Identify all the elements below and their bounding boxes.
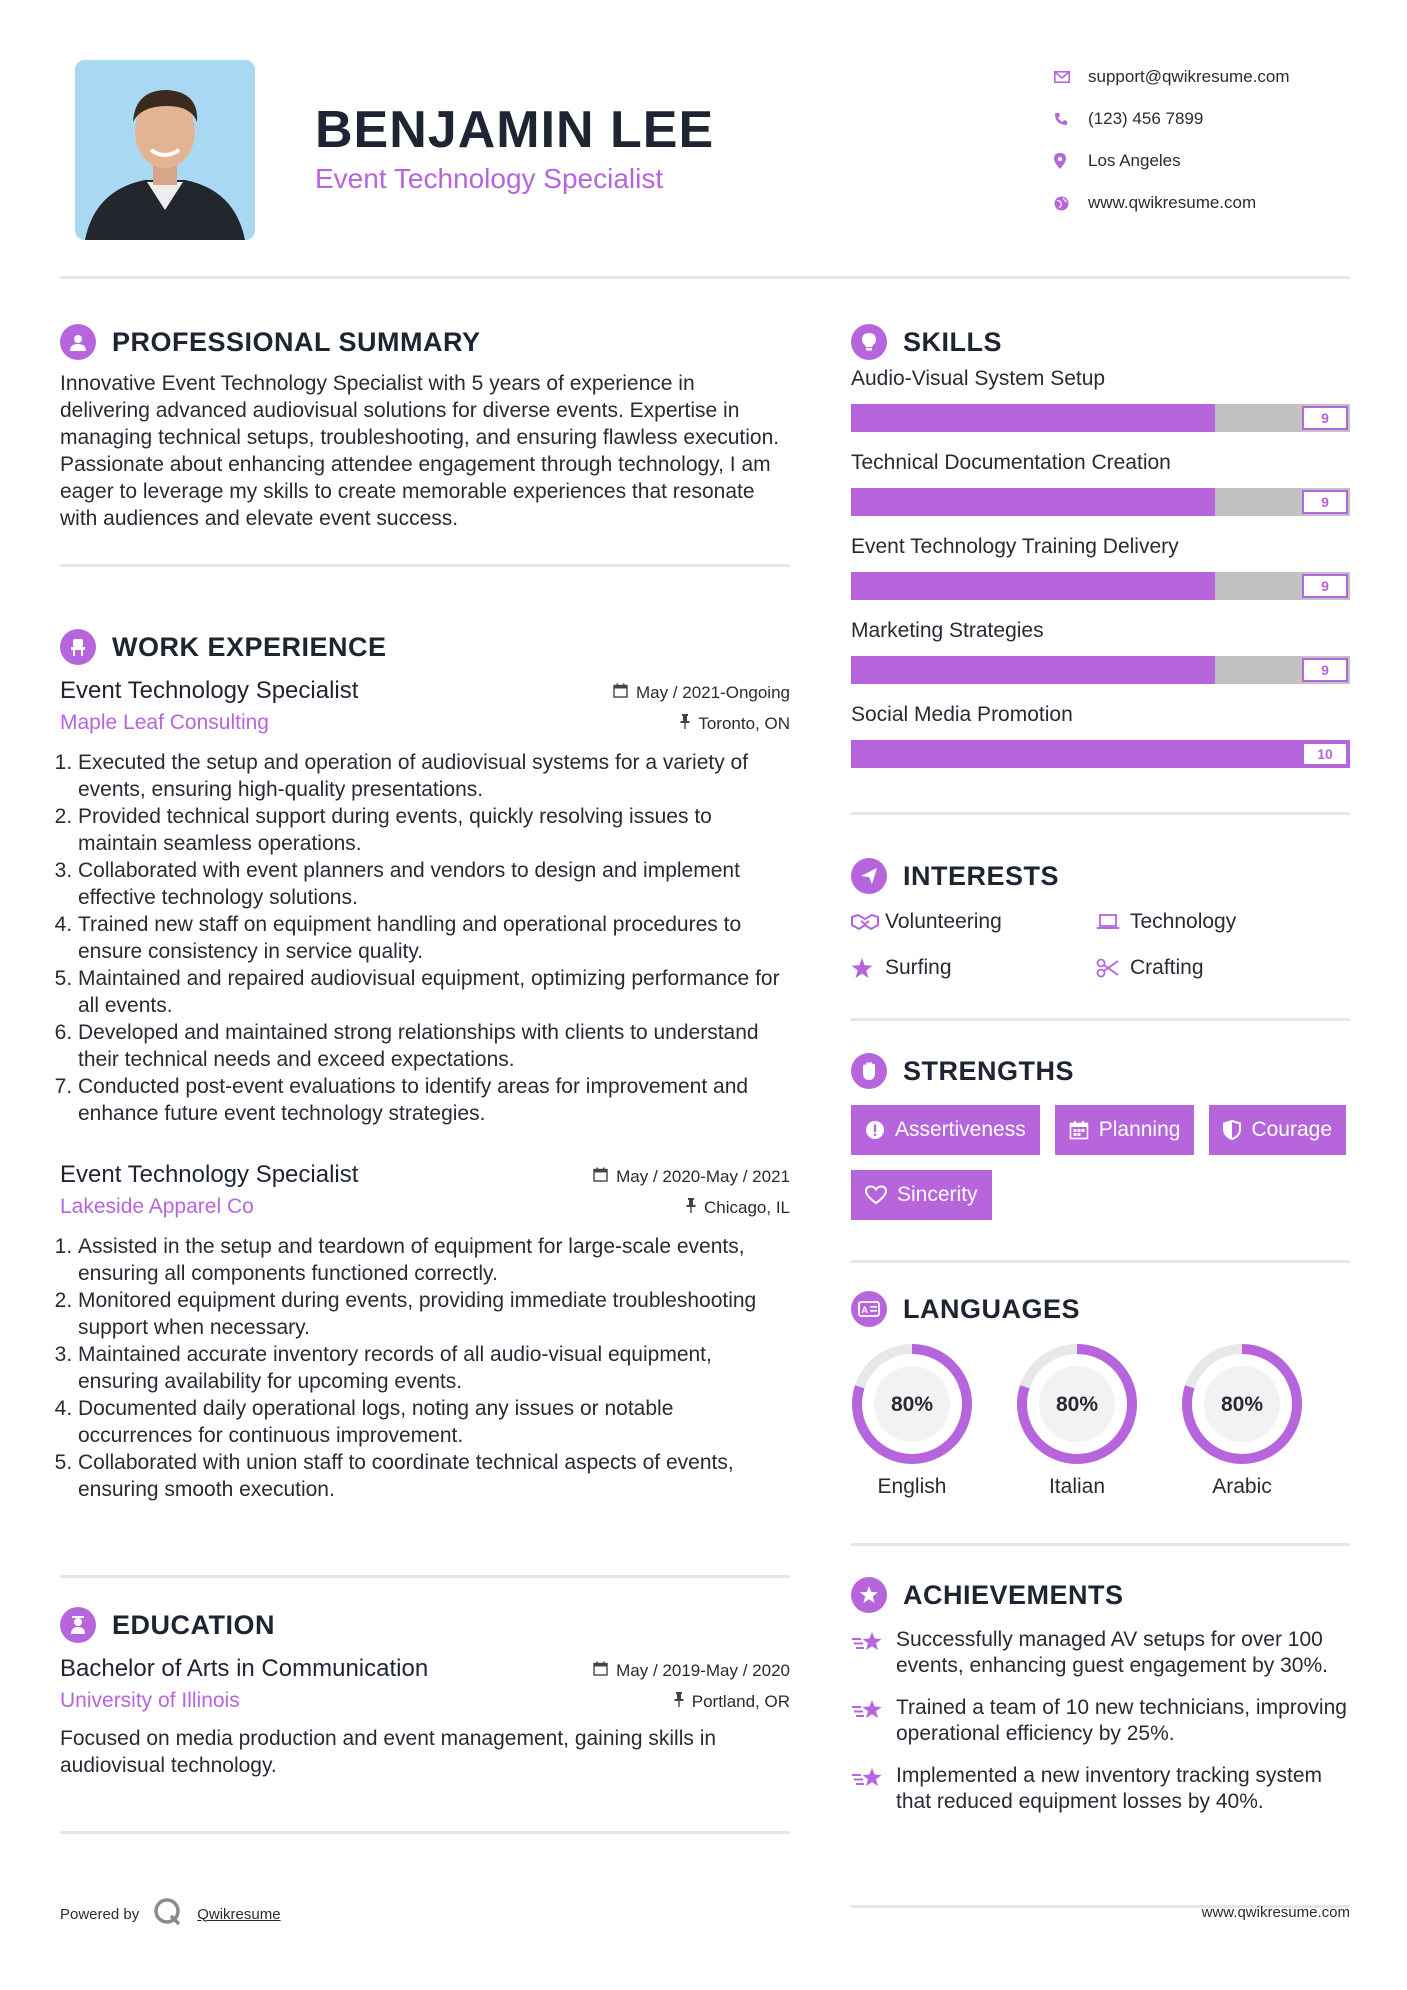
globe-icon (1050, 196, 1088, 211)
skill-score: 10 (1302, 742, 1348, 766)
lightbulb-icon (851, 324, 887, 360)
contact-phone[interactable] (1050, 98, 1380, 140)
graduate-icon (60, 1607, 96, 1643)
contact-website[interactable] (1050, 182, 1380, 224)
duty-item: 1. Assisted in the setup and teardown of equipment for large-scale events, ensuring all components functioned correctly. (78, 1233, 790, 1287)
duty-item: 5. Maintained and repaired audiovisual equipment, optimizing performance for all events. (78, 965, 790, 1019)
skill-bar (851, 404, 1350, 432)
language-donut (1181, 1343, 1303, 1465)
achievement-text: Implemented a new inventory tracking system that reduced equipment losses by 40%. (896, 1764, 1323, 1813)
strengths-list (851, 1105, 1350, 1220)
header-divider (60, 276, 1350, 279)
interest-label: Crafting (1130, 956, 1204, 979)
job-dates-text: May / 2020-May / 2021 (616, 1167, 790, 1186)
skill-score: 9 (1302, 406, 1348, 430)
strength-tag (851, 1170, 992, 1220)
strengths-divider (851, 1260, 1350, 1263)
pin-icon (674, 1692, 684, 1712)
job-dates (593, 1167, 790, 1187)
interests-header (851, 856, 1350, 896)
language-donut (851, 1343, 973, 1465)
translate-icon (851, 1291, 887, 1327)
user-icon (60, 324, 96, 360)
education-dates (593, 1661, 790, 1681)
skill-bar-fill (851, 572, 1215, 600)
job-dates-text: May / 2021-Ongoing (635, 683, 790, 702)
job-dates (613, 683, 790, 703)
footer-website[interactable]: www.qwikresume.com (1201, 1904, 1350, 1921)
interest-item (851, 906, 1096, 938)
skill-label: Audio-Visual System Setup (851, 367, 1106, 390)
calendar-icon (1069, 1120, 1089, 1140)
skills-heading: SKILLS (903, 326, 1003, 357)
achievement-text: Successfully managed AV setups for over 100 events, enhancing guest engagement by 30%. (896, 1628, 1328, 1677)
hand-icon (851, 1053, 887, 1089)
strength-label: Planning (1098, 1118, 1181, 1141)
strength-tag (851, 1105, 1040, 1155)
award-icon (851, 1577, 887, 1613)
contact-location (1050, 140, 1380, 182)
skills-divider (851, 812, 1350, 815)
education-location-text: Portland, OR (691, 1692, 790, 1711)
contact-email-text: support@qwikresume.com (1088, 67, 1290, 86)
strengths-section (851, 1051, 1350, 1263)
languages-heading: LANGUAGES (903, 1293, 1081, 1324)
contact-email[interactable] (1050, 56, 1380, 98)
achievement-item (851, 1627, 1350, 1679)
skill-bar-fill (851, 656, 1215, 684)
candidate-title: Event Technology Specialist (315, 163, 664, 194)
pin-icon (686, 1198, 696, 1218)
strength-label: Courage (1251, 1118, 1333, 1141)
language-item (1016, 1343, 1138, 1499)
language-name: English (877, 1475, 947, 1498)
interest-item (1096, 906, 1341, 938)
profile-photo (75, 60, 255, 240)
interests-section (851, 856, 1350, 1021)
contact-phone-text: (123) 456 7899 (1088, 109, 1204, 128)
summary-text: Innovative Event Technology Specialist with 5 years of experience in delivering advanced audiovisual solutions for diverse events. Expertise in managing technical setups, troubleshooting, and ensuring flawless execution. Passionate about enhancing attendee engagement through technology, I am eager to leverage my skills to create memorable experiences that resonate with audiences and elevate event success. (60, 372, 780, 530)
job-header (60, 677, 790, 705)
interest-item (1096, 952, 1341, 984)
candidate-name: BENJAMIN LEE (315, 101, 715, 159)
calendar-icon (593, 1661, 608, 1681)
strength-tag (1055, 1105, 1195, 1155)
company-name: Lakeside Apparel Co (60, 1195, 254, 1218)
skill-bar (851, 656, 1350, 684)
exclamation-icon (865, 1120, 885, 1140)
education-header (60, 1605, 790, 1645)
job-location (680, 714, 790, 734)
language-item (851, 1343, 973, 1499)
achievements-heading: ACHIEVEMENTS (903, 1579, 1124, 1610)
education-location (674, 1692, 790, 1712)
skill-item (851, 532, 1350, 600)
job-entry (60, 1161, 790, 1503)
skills-header (851, 322, 1350, 362)
donut-percent: 80% (1055, 1393, 1099, 1416)
shooting-star-icon (851, 1627, 896, 1659)
language-item (1181, 1343, 1303, 1499)
job-location-text: Chicago, IL (704, 1198, 790, 1217)
duty-item: 7. Conducted post-event evaluations to identify areas for improvement and enhance future event technology strategies. (78, 1073, 790, 1127)
languages-list (851, 1343, 1350, 1499)
skill-item (851, 616, 1350, 684)
skill-label: Event Technology Training Delivery (851, 535, 1179, 558)
skill-item (851, 700, 1350, 768)
interest-label: Surfing (885, 956, 952, 979)
languages-header (851, 1289, 1350, 1329)
achievement-item (851, 1695, 1350, 1747)
paper-plane-icon (851, 858, 887, 894)
calendar-icon (613, 683, 628, 703)
summary-header (60, 322, 790, 362)
job-title: Event Technology Specialist (60, 677, 359, 704)
contact-location-text: Los Angeles (1088, 151, 1181, 170)
skill-bar-fill (851, 740, 1350, 768)
qwikresume-link[interactable]: Qwikresume (197, 1905, 281, 1923)
strength-tag (1209, 1105, 1346, 1155)
footer-powered-by (60, 1897, 281, 1931)
job-title: Event Technology Specialist (60, 1161, 359, 1188)
interests-divider (851, 1018, 1350, 1021)
job-location-text: Toronto, ON (698, 714, 790, 733)
interest-label: Volunteering (885, 910, 1002, 933)
powered-by-text: Powered by (60, 1905, 140, 1923)
education-divider (60, 1831, 790, 1834)
interest-item (851, 952, 1096, 984)
job-entry (60, 677, 790, 1127)
duty-item: 6. Developed and maintained strong relationships with clients to understand their technical needs and exceed expectations. (78, 1019, 790, 1073)
experience-heading: WORK EXPERIENCE (112, 631, 387, 662)
degree-title: Bachelor of Arts in Communication (60, 1655, 429, 1682)
skill-bar-fill (851, 404, 1215, 432)
education-heading: EDUCATION (112, 1609, 275, 1640)
interests-list (851, 906, 1350, 984)
job-subheader (60, 711, 790, 735)
language-name: Arabic (1212, 1475, 1272, 1498)
chair-icon (60, 629, 96, 665)
skill-score: 9 (1302, 574, 1348, 598)
skill-label: Marketing Strategies (851, 619, 1044, 642)
duty-item: 3. Collaborated with event planners and vendors to design and implement effective technology solutions. (78, 857, 790, 911)
experience-divider (60, 1575, 790, 1578)
shield-icon (1223, 1120, 1241, 1140)
education-dates-text: May / 2019-May / 2020 (616, 1661, 790, 1680)
experience-section (60, 627, 790, 1503)
job-subheader (60, 1195, 790, 1219)
duty-item: 4. Trained new staff on equipment handling and operational procedures to ensure consistency in service quality. (78, 911, 790, 965)
skill-bar (851, 572, 1350, 600)
skill-bar (851, 740, 1350, 768)
achievements-list (851, 1627, 1350, 1815)
interests-heading: INTERESTS (903, 860, 1060, 891)
skill-score: 9 (1302, 490, 1348, 514)
contact-block (1050, 56, 1380, 224)
interest-label: Technology (1130, 910, 1237, 933)
strengths-header (851, 1051, 1350, 1091)
contact-website-text: www.qwikresume.com (1088, 193, 1257, 212)
education-subheader (60, 1689, 790, 1713)
handshake-icon (851, 913, 885, 931)
skill-bar-fill (851, 488, 1215, 516)
education-header-row (60, 1655, 790, 1683)
school-name: University of Illinois (60, 1689, 240, 1712)
shooting-star-icon (851, 1763, 896, 1795)
duty-item: 4. Documented daily operational logs, noting any issues or notable occurrences for continuous improvement. (78, 1395, 790, 1449)
qwikresume-logo-icon (153, 1897, 183, 1931)
skill-label: Technical Documentation Creation (851, 451, 1171, 474)
summary-divider (60, 564, 790, 567)
company-name: Maple Leaf Consulting (60, 711, 269, 734)
achievement-item (851, 1763, 1350, 1815)
duty-item: 2. Monitored equipment during events, providing immediate troubleshooting support when necessary. (78, 1287, 790, 1341)
star-icon (851, 958, 885, 979)
scissors-icon (1096, 958, 1130, 978)
skill-score: 9 (1302, 658, 1348, 682)
skill-item (851, 364, 1350, 432)
experience-header (60, 627, 790, 667)
calendar-icon (593, 1167, 608, 1187)
achievements-header (851, 1575, 1350, 1615)
strengths-heading: STRENGTHS (903, 1055, 1075, 1086)
strength-label: Assertiveness (895, 1118, 1026, 1141)
shooting-star-icon (851, 1695, 896, 1727)
skill-item (851, 448, 1350, 516)
skill-bar (851, 488, 1350, 516)
donut-percent: 80% (890, 1393, 934, 1416)
skill-label: Social Media Promotion (851, 703, 1073, 726)
language-name: Italian (1048, 1475, 1106, 1498)
experience-divider-wrap (60, 1575, 790, 1578)
education-section (60, 1605, 790, 1834)
languages-section (851, 1289, 1350, 1546)
svg-text:A: A (861, 1305, 868, 1315)
duty-item: 3. Maintained accurate inventory records of all audio-visual equipment, ensuring availability for upcoming events. (78, 1341, 790, 1395)
heart-icon (865, 1185, 887, 1205)
duty-item: 5. Collaborated with union staff to coordinate technical aspects of events, ensuring smooth execution. (78, 1449, 790, 1503)
languages-divider (851, 1543, 1350, 1546)
job-duties (60, 1233, 790, 1503)
summary-section (60, 322, 790, 567)
pin-icon (680, 714, 690, 734)
strength-label: Sincerity (897, 1183, 978, 1206)
language-donut (1016, 1343, 1138, 1465)
achievement-text: Trained a team of 10 new technicians, improving operational efficiency by 25%. (896, 1696, 1347, 1745)
skills-list (851, 364, 1350, 768)
phone-icon (1050, 112, 1088, 126)
job-location (686, 1198, 790, 1218)
education-text: Focused on media production and event management, gaining skills in audiovisual technology. (60, 1727, 717, 1777)
job-duties (60, 749, 790, 1127)
map-pin-icon (1050, 153, 1088, 169)
envelope-icon (1050, 71, 1088, 83)
laptop-icon (1096, 914, 1130, 930)
achievements-section (851, 1575, 1350, 1815)
summary-heading: PROFESSIONAL SUMMARY (112, 326, 481, 357)
job-header (60, 1161, 790, 1189)
duty-item: 1. Executed the setup and operation of audiovisual systems for a variety of events, ensuring high-quality presentations. (78, 749, 790, 803)
duty-item: 2. Provided technical support during events, quickly resolving issues to maintain seamless operations. (78, 803, 790, 857)
donut-percent: 80% (1220, 1393, 1264, 1416)
skills-section (851, 322, 1350, 815)
